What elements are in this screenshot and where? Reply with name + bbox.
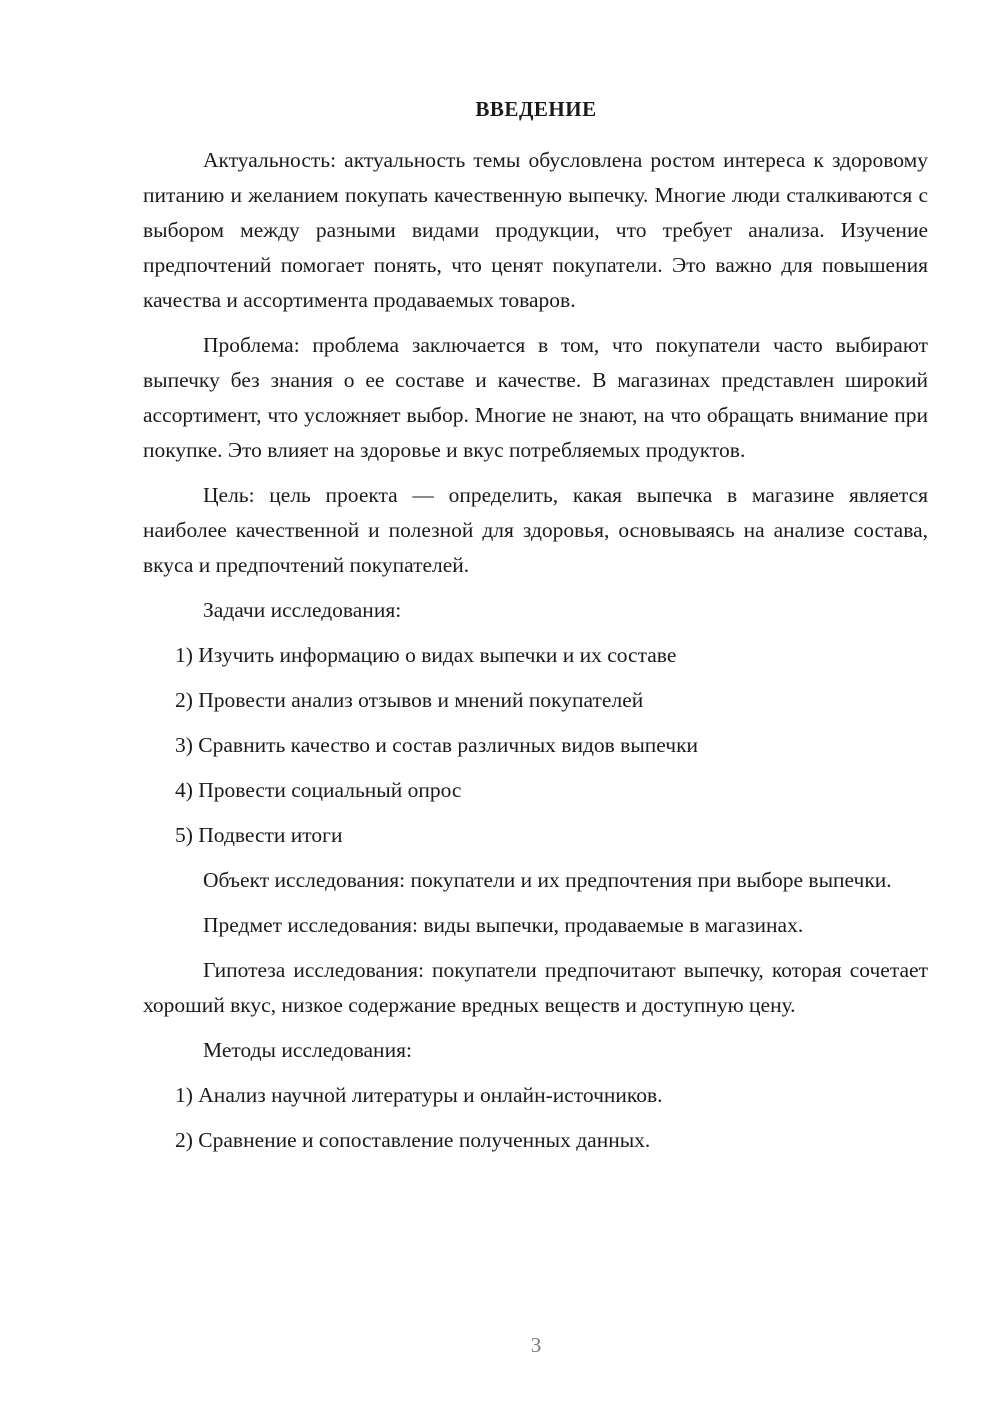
goal-paragraph: Цель: цель проекта — определить, какая выпечка в магазине является наиболее качественной и полезной для здоровья, основываясь на анализе состава, вкуса и предпочтений покупателей. bbox=[143, 483, 928, 577]
subject-paragraph: Предмет исследования: виды выпечки, продаваемые в магазинах. bbox=[203, 913, 804, 937]
method-item-1: 1) Анализ научной литературы и онлайн-источников. bbox=[175, 1083, 663, 1107]
task-item-5: 5) Подвести итоги bbox=[175, 823, 343, 847]
methods-heading: Методы исследования: bbox=[203, 1038, 412, 1062]
body-text bbox=[143, 143, 928, 1168]
tasks-heading: Задачи исследования: bbox=[203, 598, 402, 622]
problem-paragraph: Проблема: проблема заключается в том, что покупатели часто выбирают выпечку без знания о ее составе и качестве. В магазинах представлен широкий ассортимент, что усложняет выбор. Многие не знают, на что обращать внимание при покупке. Это влияет на здоровье и вкус потребляемых продуктов. bbox=[143, 333, 928, 462]
method-item-2: 2) Сравнение и сопоставление полученных данных. bbox=[175, 1128, 651, 1152]
task-item-2: 2) Провести анализ отзывов и мнений покупателей bbox=[175, 688, 644, 712]
section-title: ВВЕДЕНИЕ bbox=[475, 97, 597, 121]
tasks-list bbox=[143, 638, 928, 853]
methods-list bbox=[143, 1078, 928, 1158]
relevance-paragraph: Актуальность: актуальность темы обусловлена ростом интереса к здоровому питанию и желанием покупать качественную выпечку. Многие люди сталкиваются с выбором между разными видами продукции, что требует анализа. Изучение предпочтений помогает понять, что ценят покупатели. Это важно для повышения качества и ассортимента продаваемых товаров. bbox=[143, 148, 928, 312]
page-number: 3 bbox=[530, 1333, 542, 1357]
task-item-1: 1) Изучить информацию о видах выпечки и их составе bbox=[175, 643, 677, 667]
task-item-4: 4) Провести социальный опрос bbox=[175, 778, 462, 802]
hypothesis-paragraph: Гипотеза исследования: покупатели предпочитают выпечку, которая сочетает хороший вкус, низкое содержание вредных веществ и доступную цену. bbox=[143, 958, 928, 1017]
object-paragraph: Объект исследования: покупатели и их предпочтения при выборе выпечки. bbox=[203, 868, 892, 892]
task-item-3: 3) Сравнить качество и состав различных видов выпечки bbox=[175, 733, 699, 757]
